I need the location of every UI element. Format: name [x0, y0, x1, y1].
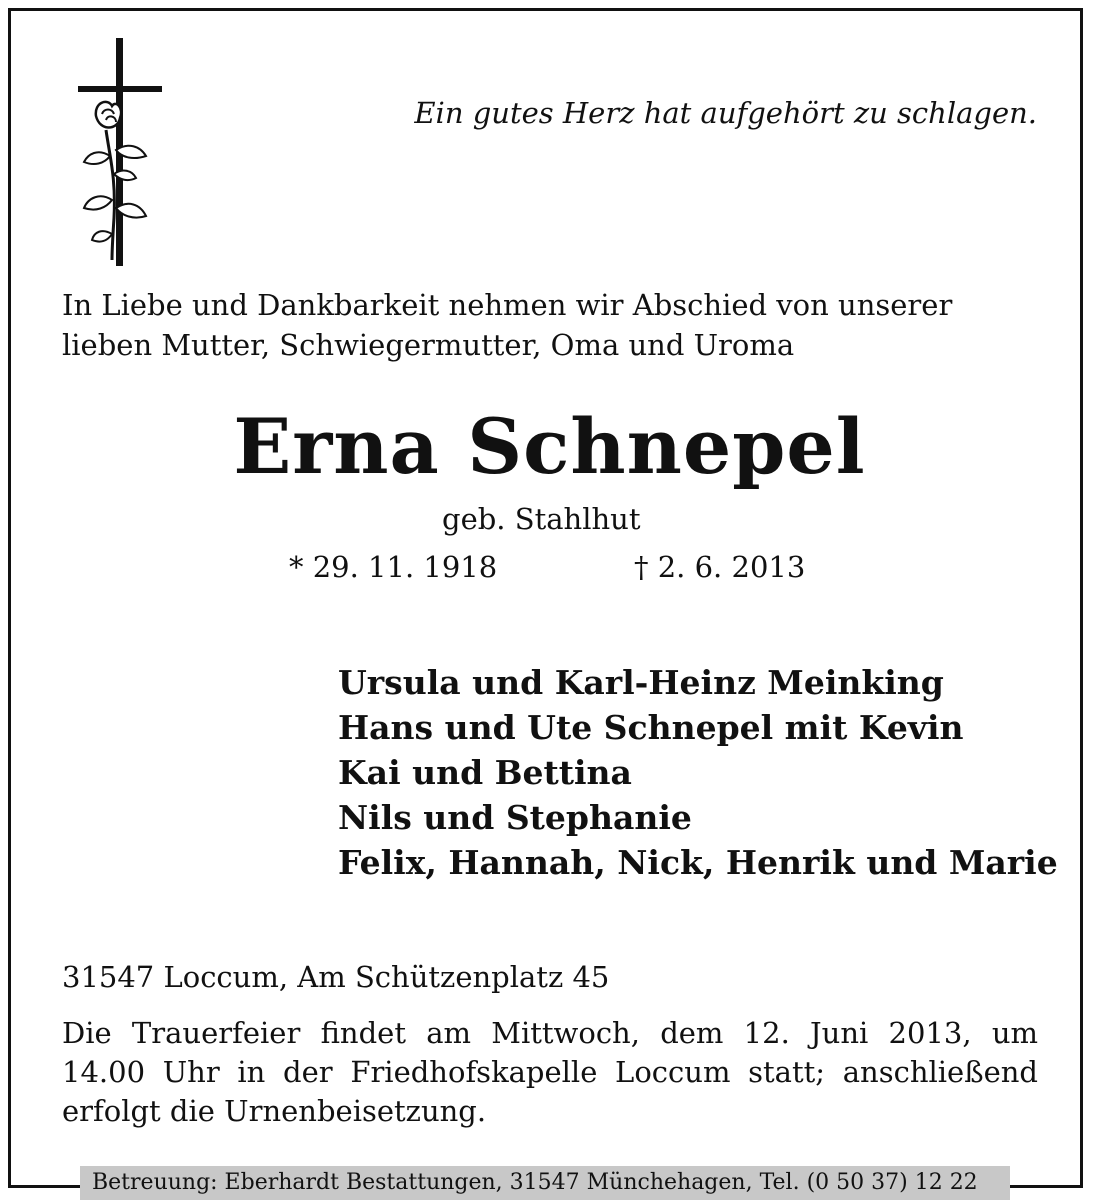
address: 31547 Loccum, Am Schützenplatz 45: [62, 960, 610, 994]
funeral-home-footer: Betreuung: Eberhardt Bestattungen, 31547 Münchehagen, Tel. (0 50 37) 12 22: [92, 1170, 978, 1195]
death-date: † 2. 6. 2013: [634, 550, 806, 584]
cross-with-rose-icon: [76, 38, 166, 268]
family-member: Kai und Bettina: [338, 753, 632, 792]
family-member: Ursula und Karl-Heinz Meinking: [338, 663, 944, 702]
deceased-name: Erna Schnepel: [233, 402, 866, 491]
ceremony-line: 14.00 Uhr in der Friedhofskapelle Loccum statt; anschließend: [62, 1055, 1038, 1089]
intro-text: [62, 285, 1042, 365]
intro-line: In Liebe und Dankbarkeit nehmen wir Abschied von unserer: [62, 288, 953, 322]
family-member: Nils und Stephanie: [338, 798, 692, 837]
maiden-name: geb. Stahlhut: [442, 502, 641, 536]
ceremony-line: Die Trauerfeier findet am Mittwoch, dem 12. Juni 2013, um: [62, 1016, 1038, 1050]
ceremony-info: [62, 1014, 1038, 1131]
intro-line: lieben Mutter, Schwiegermutter, Oma und Uroma: [62, 328, 795, 362]
ceremony-line: erfolgt die Urnenbeisetzung.: [62, 1094, 487, 1128]
family-member: Hans und Ute Schnepel mit Kevin: [338, 708, 964, 747]
family-member: Felix, Hannah, Nick, Henrik und Marie: [338, 843, 1058, 882]
notice-border: [8, 8, 1083, 1188]
motto: Ein gutes Herz hat aufgehört zu schlagen.: [414, 96, 1037, 130]
family-list: [338, 660, 1058, 885]
birth-date: * 29. 11. 1918: [289, 550, 498, 584]
